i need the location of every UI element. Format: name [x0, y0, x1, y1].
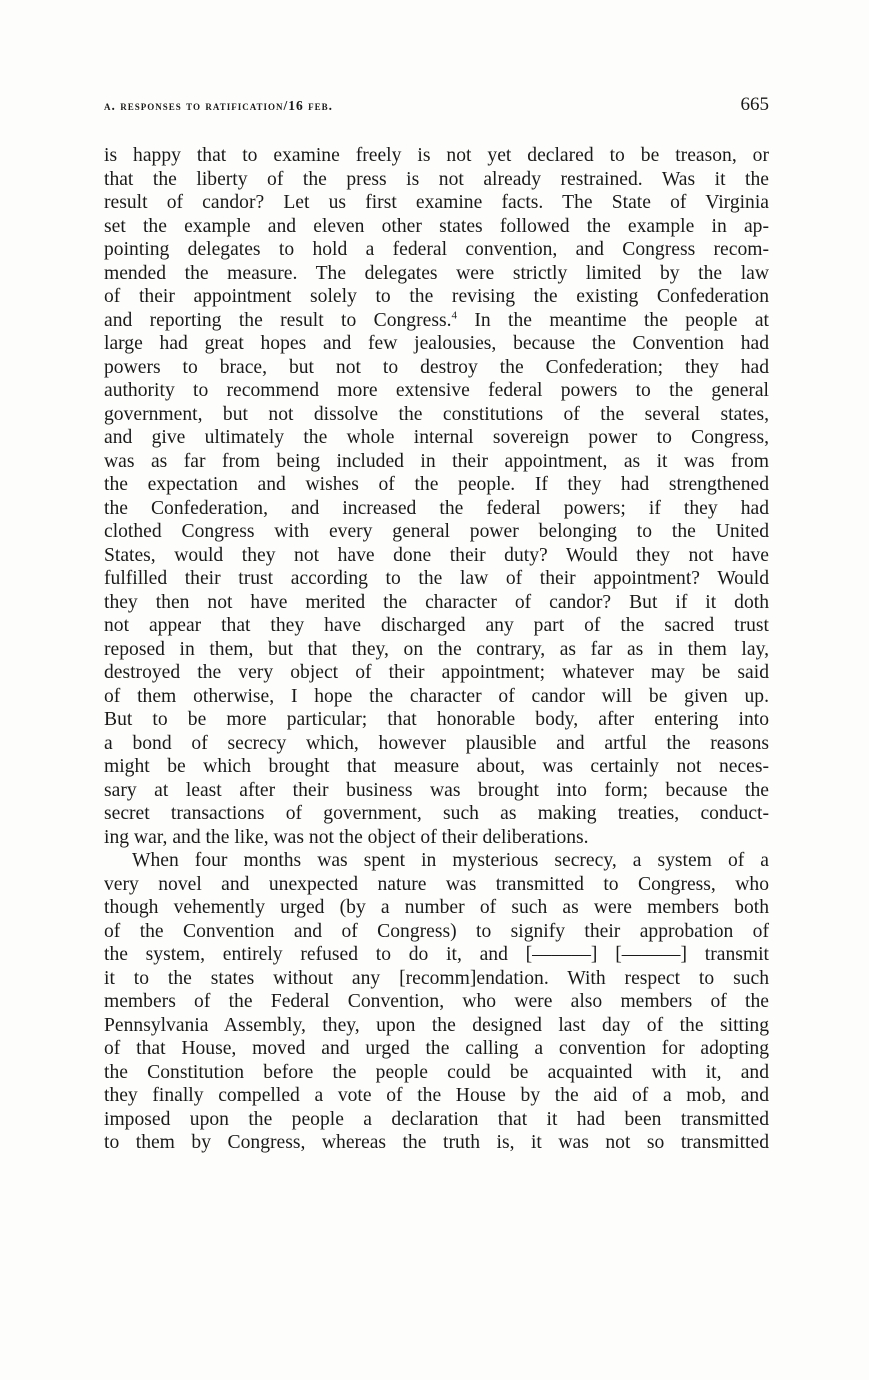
- text-line: the Confederation, and increased the federal powers; if they had: [104, 497, 769, 519]
- text-line: authority to recommend more extensive federal powers to the general: [104, 380, 769, 401]
- text-segment: and reporting the result to Congress.: [104, 309, 452, 331]
- text-line: ing war, and the like, was not the object of their deliberations.: [104, 826, 589, 848]
- running-title: a. responses to ratification/16 feb.: [104, 98, 334, 113]
- text-line: When four months was spent in mysterious secrecy, a system of a: [132, 850, 769, 871]
- text-line: States, would they not have done their duty? Would they not have: [104, 544, 769, 566]
- paragraph-2: [104, 849, 769, 1155]
- text-line: the system, entirely refused to do it, and [———] [———] transmit: [104, 944, 769, 965]
- text-line: though vehemently urged (by a number of such as were members both: [104, 897, 769, 918]
- text-line: large had great hopes and few jealousies, because the Convention had: [104, 333, 769, 354]
- text-line: a bond of secrecy which, however plausible and artful the reasons: [104, 732, 769, 754]
- text-line: very novel and unexpected nature was transmitted to Congress, who: [104, 873, 769, 895]
- text-line: to them by Congress, whereas the truth is, it was not so transmitted: [104, 1132, 769, 1153]
- text-line: members of the Federal Convention, who were also members of the: [104, 991, 769, 1012]
- text-segment: In the meantime the people at: [456, 309, 769, 331]
- footnote-ref[interactable]: 4: [451, 308, 457, 321]
- text-line: that the liberty of the press is not already restrained. Was it the: [104, 168, 769, 190]
- text-line: mended the measure. The delegates were strictly limited by the law: [104, 262, 769, 284]
- text-line: fulfilled their trust according to the law of their appointment? Would: [104, 568, 769, 589]
- page-number: 665: [740, 94, 769, 115]
- text-line: pointing delegates to hold a federal convention, and Congress recom-: [104, 239, 769, 260]
- paragraph-1: [104, 144, 769, 849]
- text-line: it to the states without any [recomm]endation. With respect to such: [104, 967, 769, 989]
- text-line: powers to brace, but not to destroy the Confederation; they had: [104, 356, 769, 378]
- text-line: and give ultimately the whole internal sovereign power to Congress,: [104, 427, 769, 448]
- text-line: clothed Congress with every general power belonging to the United: [104, 521, 769, 542]
- text-line: result of candor? Let us first examine facts. The State of Virginia: [104, 192, 769, 213]
- text-line: is happy that to examine freely is not yet declared to be treason, or: [104, 145, 769, 166]
- text-line: of that House, moved and urged the calling a convention for adopting: [104, 1038, 769, 1059]
- text-line: of the Convention and of Congress) to signify their approbation of: [104, 920, 769, 942]
- text-line: was as far from being included in their appointment, as it was from: [104, 450, 769, 472]
- text-line: But to be more particular; that honorable body, after entering into: [104, 709, 769, 730]
- text-line: destroyed the very object of their appointment; whatever may be said: [104, 662, 769, 683]
- text-line: the expectation and wishes of the people. If they had strengthened: [104, 474, 769, 495]
- text-line: reposed in them, but that they, on the contrary, as far as in them lay,: [104, 638, 769, 660]
- text-line: of their appointment solely to the revising the existing Confederation: [104, 286, 769, 307]
- text-line: the Constitution before the people could be acquainted with it, and: [104, 1061, 769, 1083]
- text-line: imposed upon the people a declaration that it had been transmitted: [104, 1108, 769, 1130]
- text-line-with-footnote: [104, 309, 769, 333]
- text-line: of them otherwise, I hope the character of candor will be given up.: [104, 685, 769, 707]
- text-line: they finally compelled a vote of the House by the aid of a mob, and: [104, 1085, 769, 1106]
- text-line: not appear that they have discharged any part of the sacred trust: [104, 615, 769, 636]
- text-line: Pennsylvania Assembly, they, upon the designed last day of the sitting: [104, 1014, 769, 1036]
- body-text: [104, 144, 769, 1155]
- running-head: [104, 96, 769, 120]
- text-line: government, but not dissolve the constitutions of the several states,: [104, 403, 769, 425]
- text-line: set the example and eleven other states followed the example in ap-: [104, 215, 769, 237]
- text-line: sary at least after their business was brought into form; because the: [104, 779, 769, 801]
- text-line: they then not have merited the character of candor? But if it doth: [104, 591, 769, 613]
- text-line: might be which brought that measure about, was certainly not neces-: [104, 756, 769, 777]
- text-line: secret transactions of government, such as making treaties, conduct-: [104, 803, 769, 824]
